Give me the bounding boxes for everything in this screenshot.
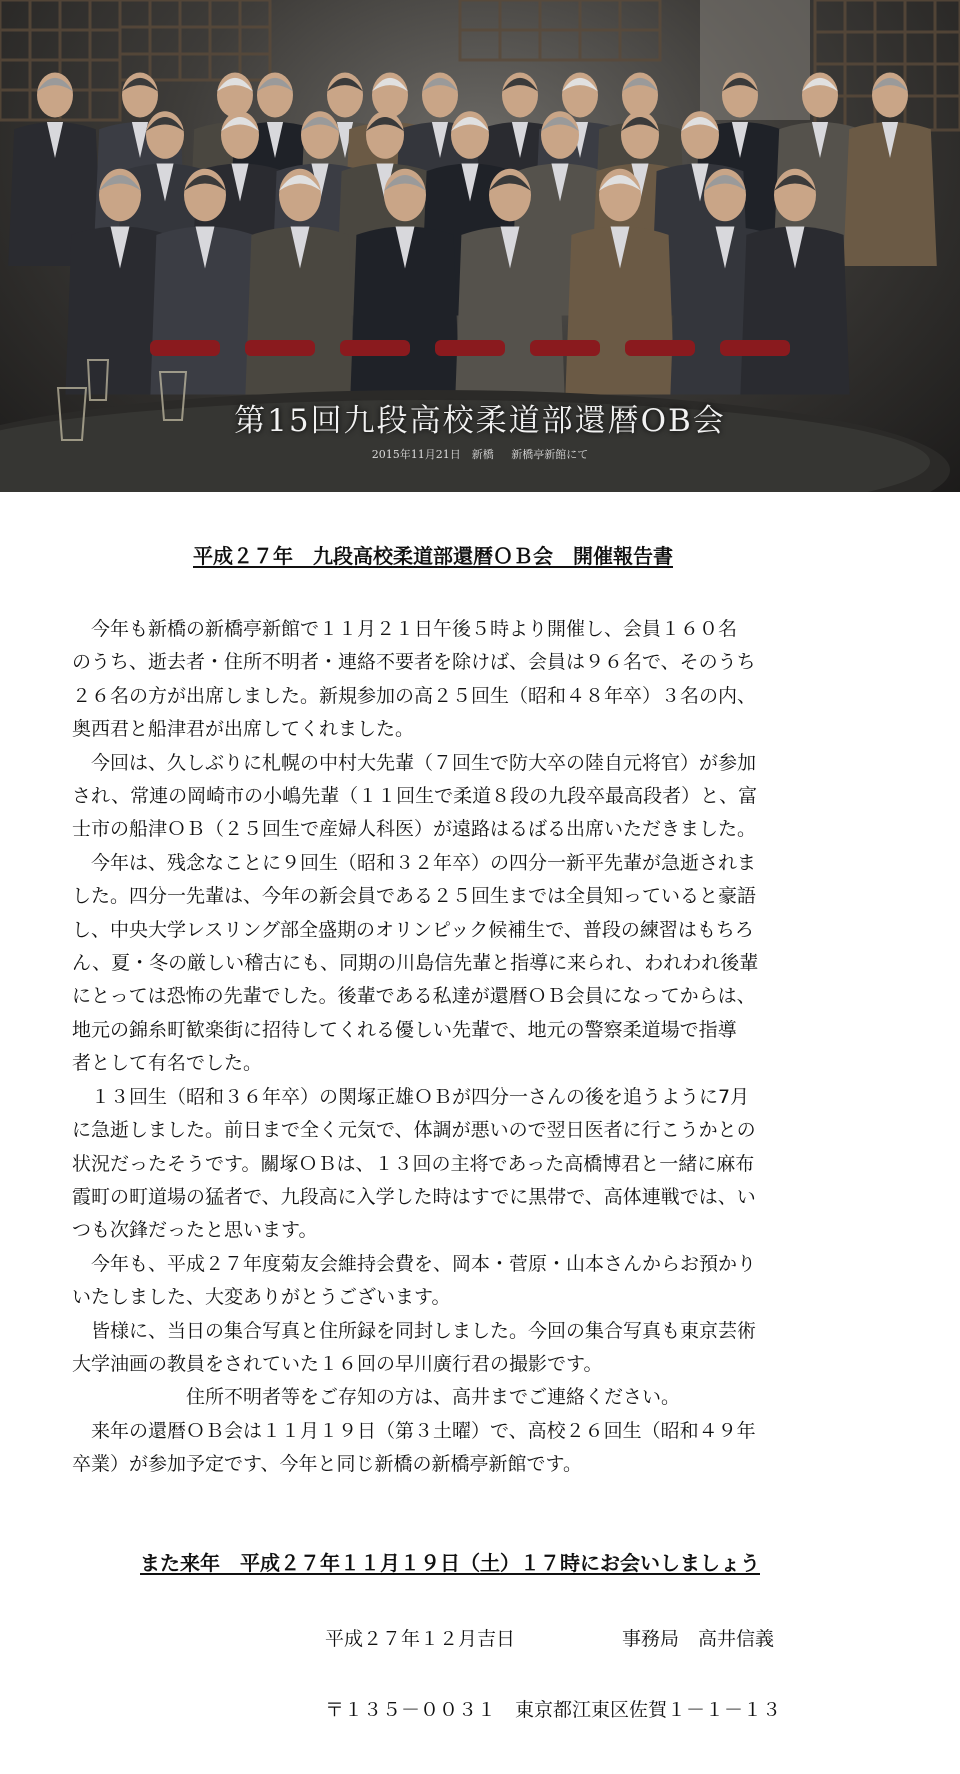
closing-line: また来年 平成２７年１１月１９日（土）１７時にお会いしましょう bbox=[140, 1551, 760, 1575]
report-line: 住所不明者等をご存知の方は、高井までご連絡ください。 bbox=[72, 1386, 681, 1409]
chair-back bbox=[150, 340, 220, 356]
photo-subcaption: 2015年11月21日 新橋 新橋亭新館にて bbox=[371, 448, 589, 461]
report-line: にとっては恐怖の先輩でした。後輩である私達が還暦ＯＢ会員になってからは、 bbox=[72, 985, 756, 1008]
report-line: のうち、逝去者・住所不明者・連絡不要者を除けば、会員は９６名で、そのうち bbox=[72, 651, 756, 674]
report-line: 今年も、平成２７年度菊友会維持会費を、岡本・菅原・山本さんからお預かり bbox=[72, 1252, 757, 1275]
report-line: 奥西君と船津君が出席してくれました。 bbox=[72, 718, 415, 741]
chair-back bbox=[720, 340, 790, 356]
report-line: 士市の船津ＯＢ（２５回生で産婦人科医）が遠路はるばる出席いただきました。 bbox=[72, 818, 757, 841]
report-line: 卒業）が参加予定です、今年と同じ新橋の新橋亭新館です。 bbox=[72, 1453, 582, 1476]
report-line: 今年も新橋の新橋亭新館で１１月２１日午後５時より開催し、会員１６０名 bbox=[72, 618, 738, 640]
chair-back bbox=[340, 340, 410, 356]
chair-back bbox=[435, 340, 505, 356]
signature-address: 〒１３５－００３１ 東京都江東区佐賀１－１－１３ bbox=[325, 1699, 782, 1721]
report-line: し、中央大学レスリング部全盛期のオリンピック候補生で、普段の練習はもちろ bbox=[72, 918, 754, 941]
signature-office: 事務局 高井信義 bbox=[622, 1628, 775, 1650]
chair-back bbox=[530, 340, 600, 356]
report-title: 平成２７年 九段高校柔道部還暦ＯＢ会 開催報告書 bbox=[193, 544, 673, 568]
report-line: つも次鋒だったと思います。 bbox=[72, 1219, 318, 1242]
report-line: ん、夏・冬の厳しい稽古にも、同期の川島信先輩と指導に来られ、われわれ後輩 bbox=[72, 952, 759, 975]
report-line: １３回生（昭和３６年卒）の関塚正雄ＯＢが四分一さんの後を追うように7月 bbox=[72, 1085, 750, 1108]
report-line: 大学油画の教員をされていた１６回の早川廣行君の撮影です。 bbox=[72, 1352, 603, 1375]
report-line: 者として有名でした。 bbox=[72, 1052, 263, 1075]
report-line: した。四分一先輩は、今年の新会員である２５回生までは全員知っていると豪語 bbox=[72, 885, 757, 908]
chair-back bbox=[625, 340, 695, 356]
people-group bbox=[8, 73, 937, 395]
photo-caption: 第15回九段高校柔道部還暦OB会 bbox=[234, 403, 726, 439]
group-photo bbox=[0, 0, 960, 492]
report-line: 霞町の町道場の猛者で、九段高に入学した時はすでに黒帯で、高体連戦では、い bbox=[72, 1185, 756, 1208]
report-line: いたしました、大変ありがとうございます。 bbox=[72, 1286, 451, 1309]
report-line: に急逝しました。前日まで全く元気で、体調が悪いので翌日医者に行こうかとの bbox=[72, 1119, 756, 1142]
report-line: 状況だったそうです。關塚ＯＢは、１３回の主将であった高橋博君と一緒に麻布 bbox=[72, 1152, 755, 1175]
report-line: ２６名の方が出席しました。新規参加の高２５回生（昭和４８年卒）３名の内、 bbox=[72, 684, 757, 707]
report-body bbox=[72, 613, 892, 1482]
report-line: 来年の還暦ＯＢ会は１１月１９日（第３土曜）で、高校２６回生（昭和４９年 bbox=[72, 1419, 756, 1442]
signature-date: 平成２７年１２月吉日 bbox=[325, 1628, 516, 1650]
report-line: 今回は、久しぶりに札幌の中村大先輩（７回生で防大卒の陸自元将官）が参加 bbox=[72, 751, 757, 774]
report-line: され、常連の岡崎市の小嶋先輩（１１回生で柔道８段の九段卒最高段者）と、富 bbox=[72, 785, 758, 808]
report-line: 皆様に、当日の集合写真と住所録を同封しました。今回の集合写真も東京芸術 bbox=[72, 1319, 757, 1342]
chair-back bbox=[245, 340, 315, 356]
report-line: 地元の錦糸町歓楽街に招待してくれる優しい先輩で、地元の警察柔道場で指導 bbox=[72, 1018, 737, 1041]
report-line: 今年は、残念なことに９回生（昭和３２年卒）の四分一新平先輩が急逝されま bbox=[72, 851, 757, 874]
